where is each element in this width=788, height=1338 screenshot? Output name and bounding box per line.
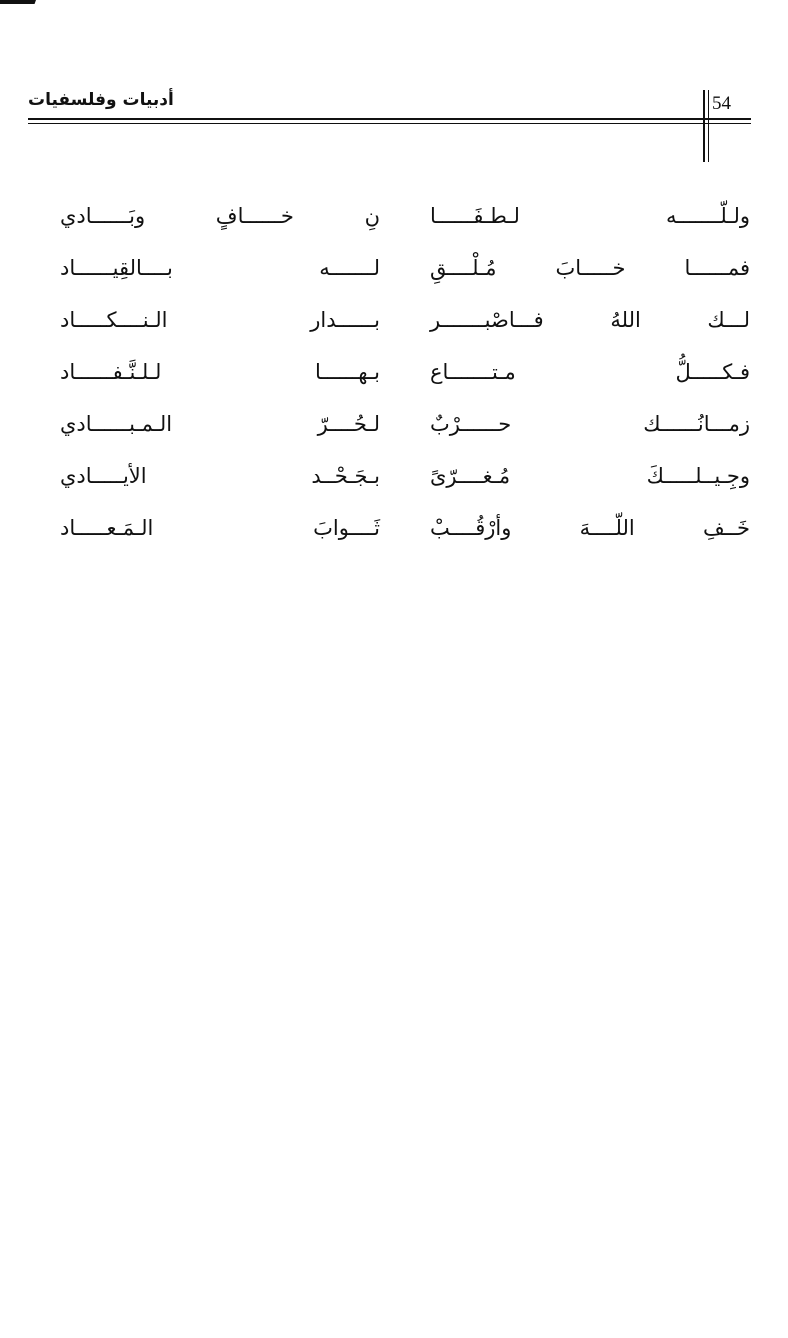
second-hemistich: بـهــــــا لـلـنَّـفــــــاد	[60, 360, 380, 384]
first-hemistich: فمــــــا خـــــابَ مُـلْــــقِ	[430, 256, 750, 280]
first-hemistich: ولـلّـــــــه لـطـفَــــــا	[430, 204, 750, 228]
header-vertical-bar	[703, 90, 705, 162]
page-number: 54	[712, 93, 731, 114]
second-hemistich: نِ خــــــافٍ وبَــــــادي	[60, 204, 380, 228]
verse	[60, 294, 750, 346]
corner-scan-mark	[0, 0, 36, 4]
verse	[60, 346, 750, 398]
verse	[60, 190, 750, 242]
first-hemistich: لـــك اللهُ فـــاصْبـــــــر	[430, 308, 750, 332]
first-hemistich: زمـــانُــــــك حــــــرْبٌ	[430, 412, 750, 436]
running-title: أدبيات وفلسفيات	[28, 90, 174, 110]
verse	[60, 398, 750, 450]
second-hemistich: لـحُــــرّ الـمـبــــــادي	[60, 412, 380, 436]
header-vertical-bar-thin	[708, 90, 709, 162]
poem	[60, 190, 750, 554]
second-hemistich: ثَــــوابَ الـمَـعـــــاد	[60, 516, 380, 540]
second-hemistich: لـــــــه بــــالقِيــــــاد	[60, 256, 380, 280]
header-rule-thick	[28, 118, 751, 120]
first-hemistich: فـكـــــلُّ مـتـــــــاع	[430, 360, 750, 384]
second-hemistich: بــــــدار الـنــــكـــــاد	[60, 308, 380, 332]
verse	[60, 242, 750, 294]
first-hemistich: وجِـيــلـــــكَ مُـغــــرّىً	[430, 464, 750, 488]
second-hemistich: بـجَـحْــد الأيـــــادي	[60, 464, 380, 488]
first-hemistich: خَــفِ اللّــــهَ وأرْقُــــبْ	[430, 516, 750, 540]
verse	[60, 502, 750, 554]
header-rule-thin	[28, 123, 751, 124]
verse	[60, 450, 750, 502]
